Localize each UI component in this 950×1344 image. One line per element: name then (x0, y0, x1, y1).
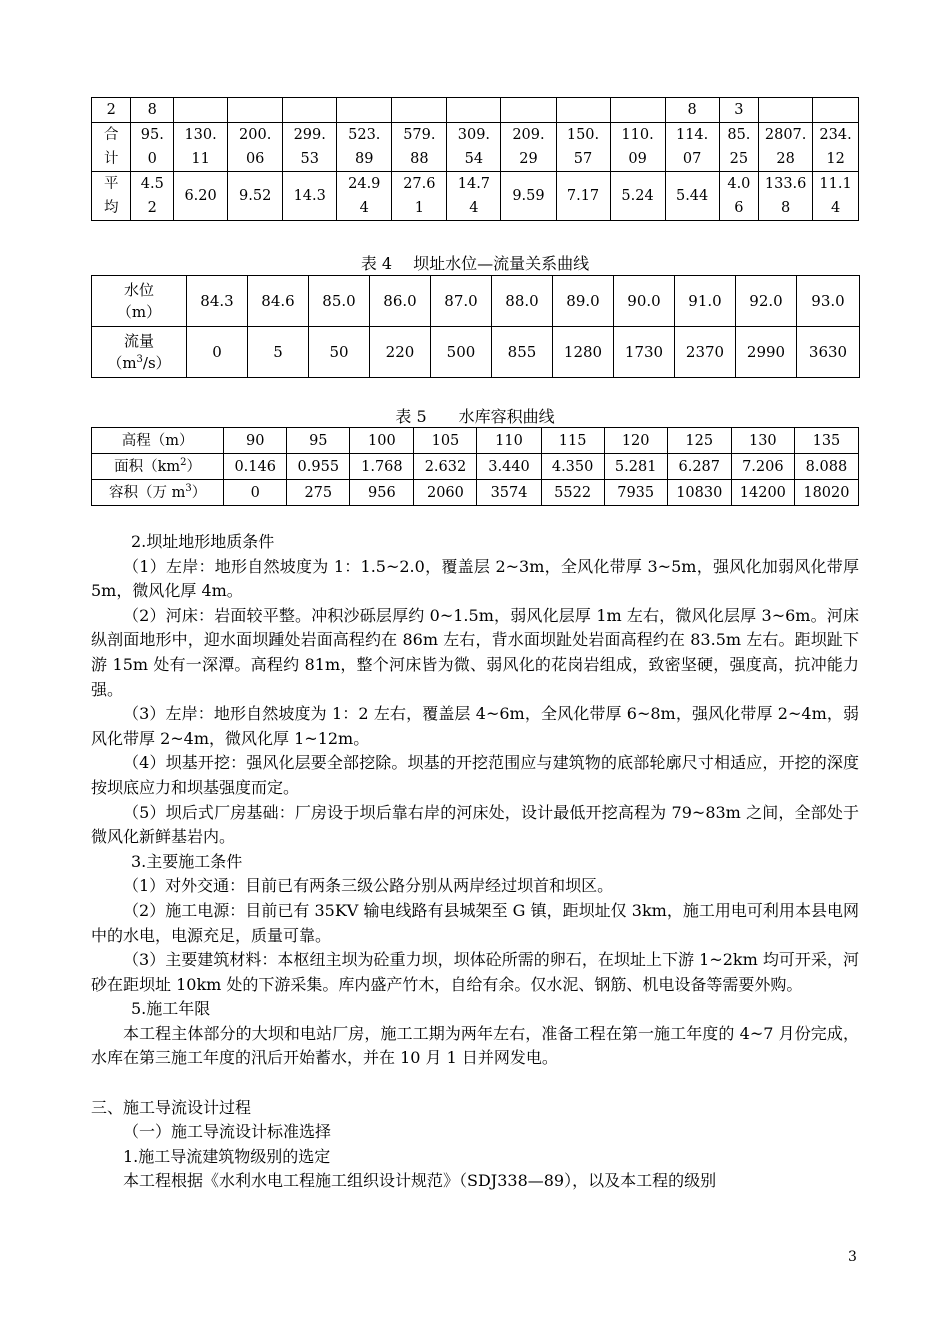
table-cell: 14200 (731, 480, 794, 506)
table-cell: 11.1 4 (813, 172, 859, 221)
area-label: 面积（km (114, 458, 181, 475)
table-row (92, 98, 859, 123)
paragraph: 3.主要施工条件 (131, 851, 243, 871)
table-cell (283, 98, 337, 123)
table-cell: 110. 09 (610, 123, 665, 172)
table-cell: 275 (287, 480, 350, 506)
table-cell: 5.44 (665, 172, 719, 221)
table-cell: 1.768 (350, 454, 414, 480)
table-cell: 2 (92, 98, 131, 123)
paragraph: （1）对外交通：目前已有两条三级公路分别从两岸经过坝首和坝区。 (123, 876, 614, 896)
table-cell: 4.0 6 (719, 172, 758, 221)
volume-label-end: ） (191, 484, 207, 501)
table-cell: 5.24 (610, 172, 665, 221)
row-label-elevation: 高程（m） (92, 428, 224, 454)
table-cell: 90.0 (614, 276, 675, 327)
table-cell: 115 (541, 428, 604, 454)
table-cell: 85.0 (309, 276, 370, 327)
table-cell: 3 (719, 98, 758, 123)
table-cell: 86.0 (370, 276, 431, 327)
paragraph: 本工程主体部分的大坝和电站厂房，施工工期为两年左右，准备工程在第一施工年度的 4~7 月份完成，水库在第三施工年度的汛后开始蓄水，并在 10 月 1 日并网发电。 (91, 1023, 859, 1068)
table-cell: 5 (248, 327, 309, 378)
paragraph: （1）左岸：地形自然坡度为 1：1.5~2.0，覆盖层 2~3m，全风化带厚 3~5m，强风化加弱风化带厚 5m，微风化厚 4m。 (91, 556, 859, 601)
table-cell: 91.0 (675, 276, 736, 327)
table-cell: 85. 25 (719, 123, 758, 172)
table-cell (759, 98, 813, 123)
paragraph: （2）施工电源：目前已有 35KV 输电线路有县城架至 G 镇，距坝址仅 3km，施工用电可利用本县电网中的水电，电源充足，质量可靠。 (91, 900, 859, 945)
table-cell: 5522 (541, 480, 604, 506)
volume-unit-sup: 3 (185, 482, 192, 494)
table-cell: 234. 12 (813, 123, 859, 172)
discharge-unit-end: /s） (142, 354, 171, 372)
page-number: 3 (848, 1249, 857, 1265)
table-cell: 14.7 4 (447, 172, 501, 221)
paragraph: （4）坝基开挖：强风化层要全部挖除。坝基的开挖范围应与建筑物的底部轮廓尺寸相适应，开挖的深度按坝底应力和坝基强度而定。 (91, 753, 859, 797)
table-row (92, 480, 859, 506)
table-cell: 200. 06 (228, 123, 283, 172)
table-cell: 93.0 (797, 276, 860, 327)
table-cell: 合 计 (92, 123, 131, 172)
paragraph: （3）左岸：地形自然坡度为 1：2 左右，覆盖层 4~6m，全风化带厚 6~8m，强风化带厚 2~4m，弱风化带厚 2~4m，微风化厚 1~12m。 (91, 704, 859, 748)
table-cell (501, 98, 556, 123)
paragraph: 1.施工导流建筑物级别的选定 (123, 1146, 331, 1166)
table-cell: 150. 57 (556, 123, 610, 172)
table-cell: 855 (492, 327, 553, 378)
paragraph: （5）坝后式厂房基础：厂房设于坝后靠右岸的河床处，设计最低开挖高程为 79~83m 之间，全部处于微风化新鲜基岩内。 (91, 802, 859, 847)
table-cell (228, 98, 283, 123)
body-text (91, 530, 859, 1194)
table-row (92, 276, 860, 327)
table-cell: 14.3 (283, 172, 337, 221)
table-cell: 130. 11 (174, 123, 228, 172)
table-cell (174, 98, 228, 123)
table-cell: 84.3 (187, 276, 248, 327)
table-cell: 100 (350, 428, 414, 454)
table-cell: 7935 (604, 480, 667, 506)
table-row (92, 123, 859, 172)
table-cell: 0 (187, 327, 248, 378)
table-cell: 4.350 (541, 454, 604, 480)
table-cell: 125 (667, 428, 731, 454)
table-cell (610, 98, 665, 123)
table-cell (813, 98, 859, 123)
table-cell: 500 (431, 327, 492, 378)
discharge-unit-sup: 3 (136, 354, 143, 365)
table-cell (556, 98, 610, 123)
row-label-discharge (92, 327, 187, 378)
area-label-end: ） (186, 458, 202, 475)
table-cell: 6.287 (667, 454, 731, 480)
table-cell: 579. 88 (392, 123, 447, 172)
table-cell: 27.6 1 (392, 172, 447, 221)
paragraph (91, 1071, 859, 1096)
table-cell: 7.206 (731, 454, 794, 480)
table-cell: 220 (370, 327, 431, 378)
row-label-area (92, 454, 224, 480)
table5-caption: 表 5 水库容积曲线 (395, 407, 555, 426)
stage-discharge-table (91, 275, 860, 378)
table-cell: 309. 54 (447, 123, 501, 172)
table-cell: 2990 (736, 327, 797, 378)
table-cell: 130 (731, 428, 794, 454)
paragraph: （3）主要建筑材料：本枢纽主坝为砼重力坝，坝体砼所需的卵石，在坝址上下游 1~2km 均可开采，河砂在距坝址 10km 处的下游采集。库内盛产竹木，自给有余。仅水泥、钢筋、机电设备等需要外购。 (91, 950, 859, 994)
table-cell: 平 均 (92, 172, 131, 221)
table-cell: 8 (131, 98, 174, 123)
table-cell: 8 (665, 98, 719, 123)
row-label-water-level (92, 276, 187, 327)
paragraph: 2.坝址地形地质条件 (131, 532, 275, 551)
table-cell: 5.281 (604, 454, 667, 480)
paragraph: 5.施工年限 (131, 999, 211, 1019)
table-cell: 9.52 (228, 172, 283, 221)
table-cell: 133.6 8 (759, 172, 813, 221)
table-cell: 10830 (667, 480, 731, 506)
table-cell: 9.59 (501, 172, 556, 221)
table-row (92, 428, 859, 454)
table-cell: 87.0 (431, 276, 492, 327)
table-cell: 84.6 (248, 276, 309, 327)
table-row (92, 327, 860, 378)
table-cell: 0.146 (224, 454, 287, 480)
table-row (92, 454, 859, 480)
table-cell: 24.9 4 (337, 172, 392, 221)
table-cell: 2807. 28 (759, 123, 813, 172)
volume-label: 容积（万 m (108, 484, 186, 501)
table-cell: 90 (224, 428, 287, 454)
table-cell: 95 (287, 428, 350, 454)
table-cell: 95. 0 (131, 123, 174, 172)
table-cell: 89.0 (553, 276, 614, 327)
paragraph: （2）河床：岩面较平整。冲积沙砾层厚约 0~1.5m，弱风化层厚 1m 左右，微风化层厚 3~6m。河床纵剖面地形中，迎水面坝踵处岩面高程约在 86m 左右，背水面坝趾处岩面高程约在 83.5m 左右。距坝趾下游 15m 处有一深潭。高程约 81m，整个河床皆为微、弱风化的花岗岩组成，致密坚硬，强度高，抗冲能力强。 (91, 605, 859, 699)
table-cell: 1730 (614, 327, 675, 378)
paragraph: 本工程根据《水利水电工程施工组织设计规范》（SDJ338—89），以及本工程的级别 (123, 1171, 717, 1191)
table-cell: 299. 53 (283, 123, 337, 172)
table-cell: 135 (794, 428, 858, 454)
table-body (92, 98, 859, 221)
row-label-volume (92, 480, 224, 506)
table-cell: 88.0 (492, 276, 553, 327)
table-cell (447, 98, 501, 123)
reservoir-capacity-table (91, 427, 859, 506)
table-cell: 2060 (414, 480, 477, 506)
table-cell: 110 (477, 428, 541, 454)
table-cell: 0 (224, 480, 287, 506)
table-cell: 956 (350, 480, 414, 506)
table4-caption: 表 4 坝址水位—流量关系曲线 (360, 254, 590, 273)
table-cell: 105 (414, 428, 477, 454)
paragraph: 三、施工导流设计过程 (91, 1097, 252, 1117)
table-cell: 4.5 2 (131, 172, 174, 221)
table-cell: 3.440 (477, 454, 541, 480)
table-cell: 8.088 (794, 454, 858, 480)
table-cell: 2370 (675, 327, 736, 378)
table-cell (337, 98, 392, 123)
table-cell: 6.20 (174, 172, 228, 221)
table-cell: 50 (309, 327, 370, 378)
table-cell: 3574 (477, 480, 541, 506)
table-cell: 7.17 (556, 172, 610, 221)
table-row (92, 172, 859, 221)
table-cell: 114. 07 (665, 123, 719, 172)
area-unit-sup: 2 (180, 456, 187, 468)
discharge-label: 流量 (123, 332, 154, 350)
table-cell: 1280 (553, 327, 614, 378)
paragraph: （一）施工导流设计标准选择 (123, 1122, 332, 1142)
monthly-runoff-table-continued (91, 97, 859, 221)
discharge-unit-start: （m (107, 354, 137, 372)
table-cell: 120 (604, 428, 667, 454)
table-cell: 18020 (794, 480, 858, 506)
table-cell (392, 98, 447, 123)
table-cell: 209. 29 (501, 123, 556, 172)
table-cell: 92.0 (736, 276, 797, 327)
water-level-label: 水位 （m） (116, 281, 162, 321)
table-cell: 523. 89 (337, 123, 392, 172)
table-cell: 3630 (797, 327, 860, 378)
table-cell: 2.632 (414, 454, 477, 480)
table-cell: 0.955 (287, 454, 350, 480)
